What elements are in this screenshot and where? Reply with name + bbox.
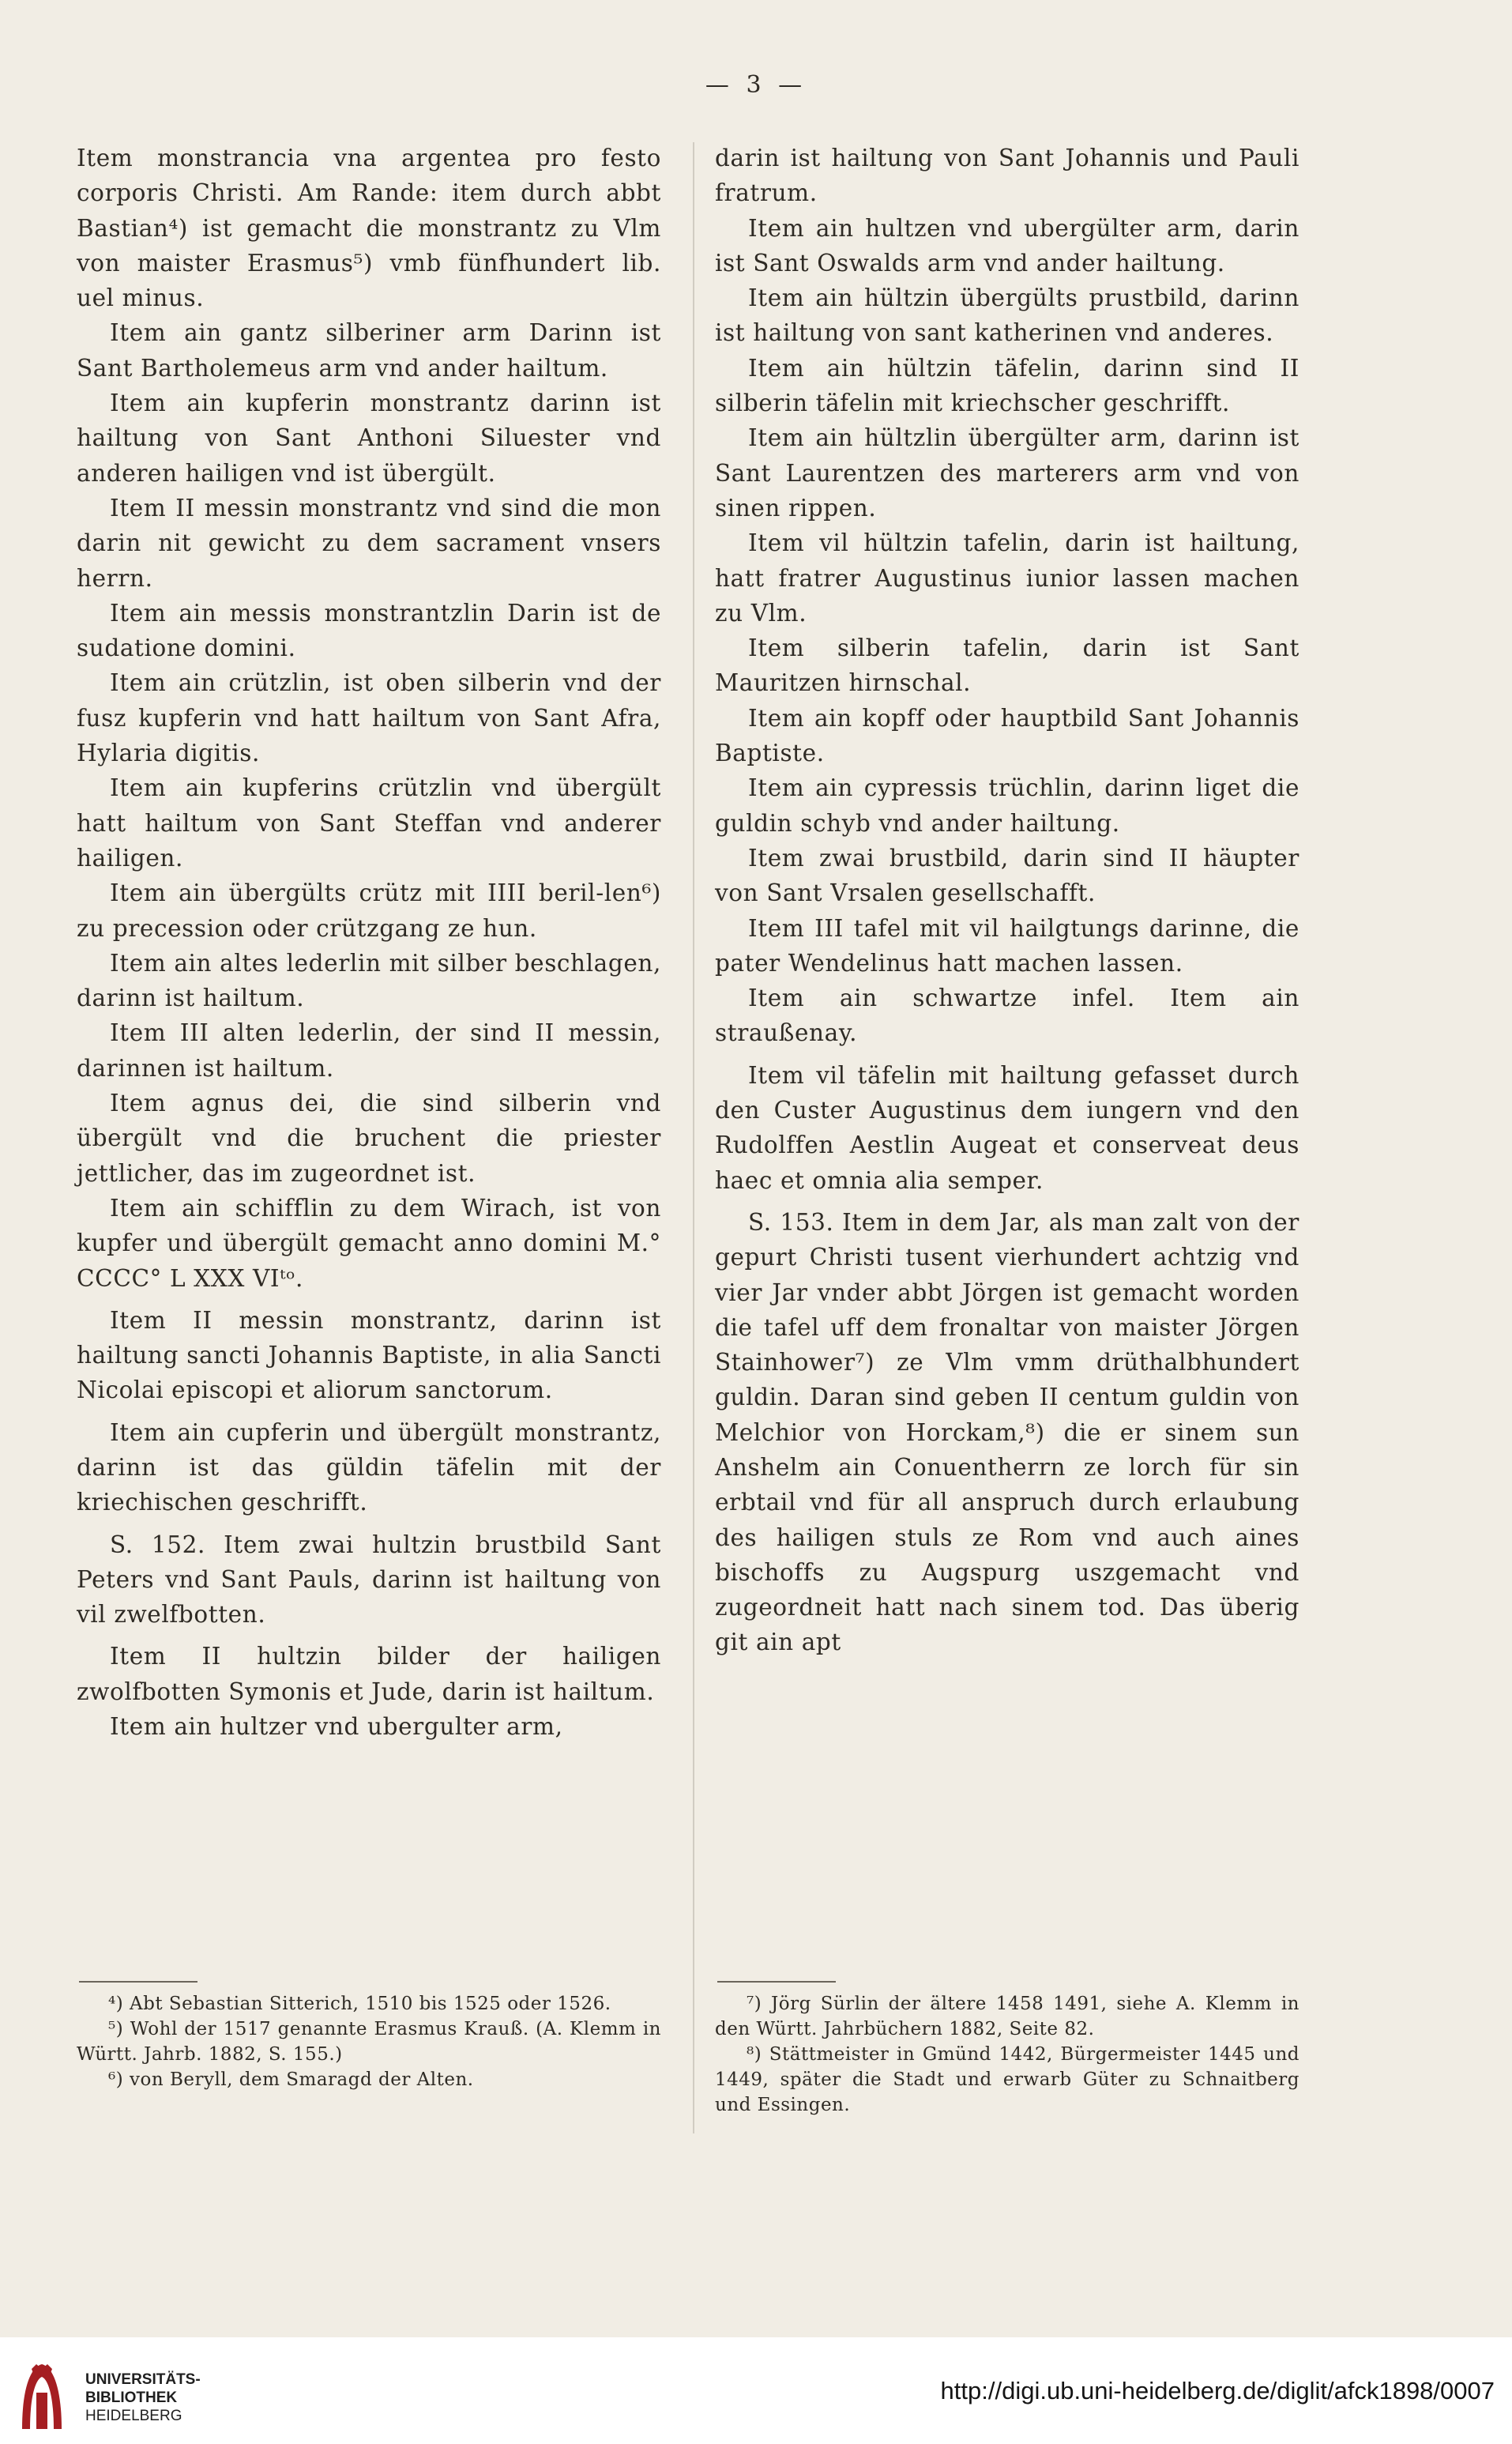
paragraph: Item monstrancia vna argentea pro festo corporis Christi. Am Rande: item durch abbt Bastian⁴) ist gemacht die monstrantz zu Vlm von maister Erasmus⁵) vmb fünfhundert lib. uel minus.	[77, 145, 661, 312]
paragraph: Item zwai brustbild, darin sind II häupter von Sant Vrsalen gesellschafft.	[715, 844, 1299, 907]
paragraph: Item ain messis monstrantzlin Darin ist de sudatione domini.	[77, 599, 661, 662]
page-number: — 3 —	[705, 71, 807, 99]
library-seal-icon	[14, 2358, 70, 2434]
paragraph: Item ain altes lederlin mit silber beschlagen, darinn ist hailtum.	[77, 949, 661, 1012]
paragraph: Item II messin monstrantz, darinn ist hailtung sancti Johannis Baptiste, in alia Sancti Nicolai episcopi et aliorum sanctorum.	[77, 1306, 661, 1404]
paragraph: Item vil hültzin tafelin, darin ist hailtung, hatt fratrer Augustinus iunior lassen machen zu Vlm.	[715, 529, 1299, 627]
right-column	[715, 141, 1299, 1660]
paragraph: S. 152. Item zwai hultzin brustbild Sant Peters vnd Sant Pauls, darinn ist hailtung von vil zwelfbotten.	[77, 1531, 661, 1629]
paragraph: Item ain hultzen vnd ubergülter arm, darin ist Sant Oswalds arm vnd ander hailtung.	[715, 214, 1299, 277]
paragraph: Item II messin monstrantz vnd sind die mon darin nit gewicht zu dem sacrament vnsers herrn.	[77, 494, 661, 592]
paragraph: Item ain kopff oder hauptbild Sant Johannis Baptiste.	[715, 704, 1299, 767]
library-footer	[0, 2337, 1512, 2444]
paragraph: Item III tafel mit vil hailgtungs darinne, die pater Wendelinus hatt machen lassen.	[715, 914, 1299, 977]
paragraph: Item ain schifflin zu dem Wirach, ist von kupfer und übergült gemacht anno domini M.° CCCC° L XXX VIᵗᵒ.	[77, 1194, 661, 1292]
footnote-rule	[79, 1981, 197, 1983]
footnotes-right	[715, 1991, 1299, 2118]
paragraph: Item ain hültzin täfelin, darinn sind II silberin täfelin mit kriechscher geschrifft.	[715, 354, 1299, 417]
paragraph: Item ain übergülts crütz mit IIII beril-len⁶) zu precession oder crützgang ze hun.	[77, 879, 661, 942]
footnote: ⁶) von Beryll, dem Smaragd der Alten.	[108, 2069, 474, 2090]
source-url-link[interactable]: http://digi.ub.uni-heidelberg.de/diglit/afck1898/0007	[940, 2377, 1495, 2404]
footnote: ⁵) Wohl der 1517 genannte Erasmus Krauß. (A. Klemm in Württ. Jahrb. 1882, S. 155.)	[77, 2019, 661, 2065]
column-divider	[693, 142, 694, 2133]
paragraph: Item ain cypressis trüchlin, darinn liget die guldin schyb vnd ander hailtung.	[715, 774, 1299, 837]
paragraph: Item agnus dei, die sind silberin vnd übergült vnd die bruchent die priester jettlicher, das im zugeordnet ist.	[77, 1090, 661, 1187]
footnote-rule	[717, 1981, 836, 1983]
paragraph: Item ain hultzer vnd ubergulter arm,	[110, 1713, 563, 1741]
paragraph: Item ain kupferin monstrantz darinn ist hailtung von Sant Anthoni Siluester vnd anderen hailigen vnd ist übergült.	[77, 390, 661, 487]
paragraph: Item II hultzin bilder der hailigen zwolfbotten Symonis et Jude, darin ist hailtum.	[77, 1643, 661, 1705]
paragraph: Item III alten lederlin, der sind II messin, darinnen ist hailtum.	[77, 1019, 661, 1082]
paragraph: Item ain cupferin und übergült monstrantz, darinn ist das güldin täfelin mit der kriechischen geschrifft.	[77, 1418, 661, 1516]
paragraph: Item ain kupferins crützlin vnd übergült hatt hailtum von Sant Steffan vnd anderer hailigen.	[77, 774, 661, 872]
paragraph: Item ain schwartze infel. Item ain straußenay.	[715, 985, 1299, 1047]
paragraph: S. 153. Item in dem Jar, als man zalt von der gepurt Christi tusent vierhundert achtzig vnd vier Jar vnder abbt Jörgen ist gemacht worden die tafel uff dem fronaltar von maister Jörgen Stainhower⁷) ze Vlm vmm drüthalbhundert guldin. Daran sind geben II centum guldin von Melchior von Horckam,⁸) die er sinem sun Anshelm ain Conuentherrn ze lorch für sin erbtail vnd für all anspruch durch erlaubung des hailigen stuls ze Rom vnd auch aines bischoffs zu Augspurg uszgemacht vnd zugeordneit hatt nach sinem tod. Das überig git ain apt	[715, 1208, 1299, 1656]
paragraph: Item ain crützlin, ist oben silberin vnd der fusz kupferin vnd hatt hailtum von Sant Afra, Hylaria digitis.	[77, 669, 661, 767]
paragraph: Item ain hültzin übergülts prustbild, darinn ist hailtung von sant katherinen vnd anderes.	[715, 284, 1299, 347]
library-name-line: UNIVERSITÄTS-	[85, 2371, 201, 2388]
footnotes-left	[77, 1991, 661, 2092]
footnote: ⁴) Abt Sebastian Sitterich, 1510 bis 1525 oder 1526.	[108, 1994, 611, 2014]
library-name-line: BIBLIOTHEK	[85, 2389, 178, 2406]
left-column	[77, 141, 661, 1744]
paragraph: Item vil täfelin mit hailtung gefasset durch den Custer Augustinus dem iungern vnd den Rudolffen Aestlin Augeat et conserveat deus haec et omnia alia semper.	[715, 1061, 1299, 1194]
library-name	[85, 2371, 201, 2425]
paragraph: darin ist hailtung von Sant Johannis und Pauli fratrum.	[715, 145, 1299, 207]
paragraph: Item silberin tafelin, darin ist Sant Mauritzen hirnschal.	[715, 635, 1299, 697]
paragraph: Item ain gantz silberiner arm Darinn ist Sant Bartholemeus arm vnd ander hailtum.	[77, 319, 661, 382]
paragraph: Item ain hültzlin übergülter arm, darinn ist Sant Laurentzen des marterers arm vnd von sinen rippen.	[715, 424, 1299, 522]
library-name-line: HEIDELBERG	[85, 2408, 182, 2424]
footnote: ⁷) Jörg Sürlin der ältere 1458 1491, siehe A. Klemm in den Württ. Jahrbüchern 1882, Seite 82.	[715, 1994, 1299, 2039]
footnote: ⁸) Stättmeister in Gmünd 1442, Bürgermeister 1445 und 1449, später die Stadt und erwarb Güter zu Schnaitberg und Essingen.	[715, 2044, 1299, 2115]
